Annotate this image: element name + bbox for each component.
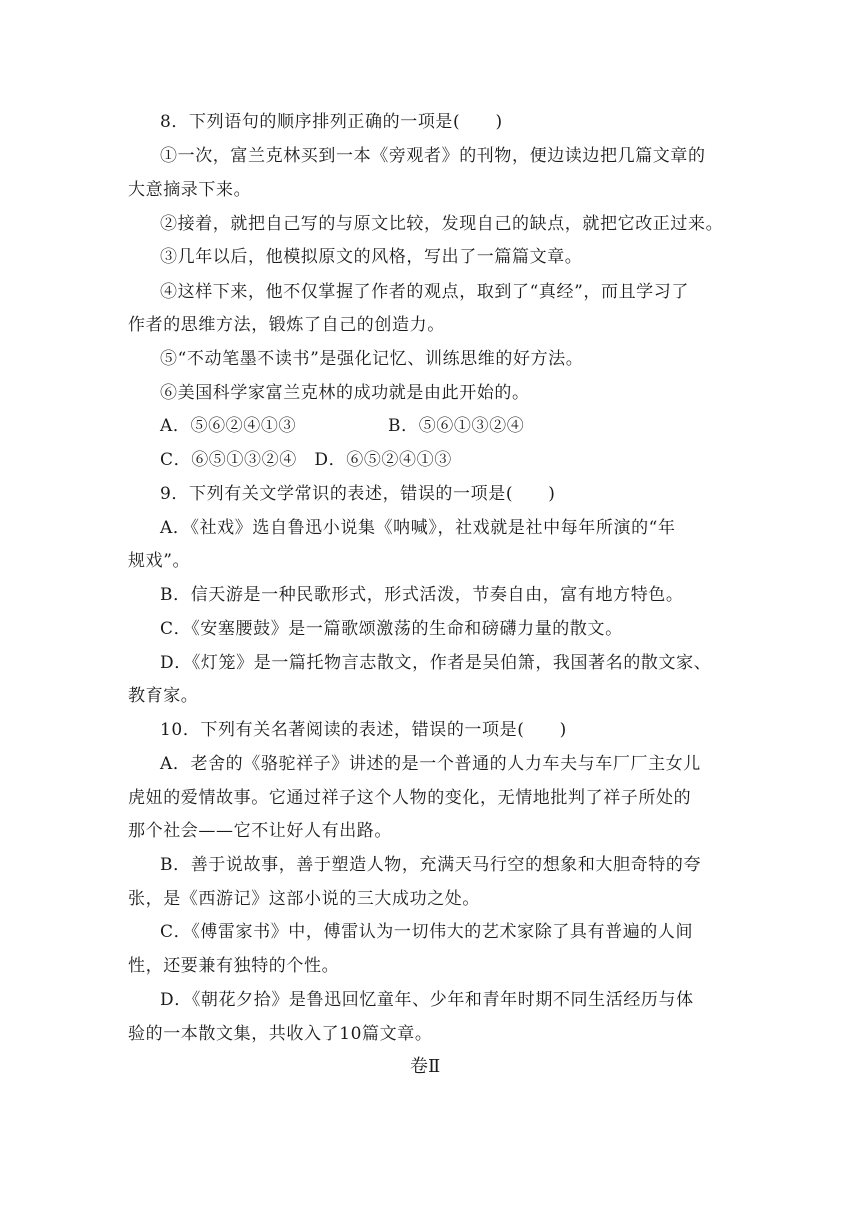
q8-sentence-1: ①一次，富兰克林买到一本《旁观者》的刊物，便边读边把几篇文章的 (160, 146, 706, 166)
q10-option-a: A．老舍的《骆驼祥子》讲述的是一个普通的人力车夫与车厂厂主女儿 (160, 754, 701, 774)
q9-option-d-cont: 教育家。 (128, 686, 199, 706)
q10-option-a-cont-1: 虎妞的爱情故事。它通过祥子这个人物的变化，无情地批判了祥子所处的 (128, 788, 692, 808)
q8-option-b: B．⑤⑥①③②④ (388, 416, 525, 436)
q8-sentence-6: ⑥美国科学家富兰克林的成功就是由此开始的。 (160, 383, 530, 403)
q9-option-d: D．《灯笼》是一篇托物言志散文，作者是吴伯箫，我国著名的散文家、 (160, 653, 712, 673)
q8-option-a: A．⑤⑥②④①③ (160, 416, 297, 436)
q9-option-a-cont: 规戏”。 (128, 551, 191, 571)
q8-sentence-1-cont: 大意摘录下来。 (128, 180, 252, 200)
q9-option-a: A．《社戏》选自鲁迅小说集《呐喊》，社戏就是社中每年所演的“年 (160, 518, 676, 538)
q10-option-b-cont: 张，是《西游记》这部小说的三大成功之处。 (128, 889, 480, 909)
q10-option-a-cont-2: 那个社会——它不让好人有出路。 (128, 821, 392, 841)
q8-sentence-3: ③几年以后，他模拟原文的风格，写出了一篇篇文章。 (160, 247, 583, 267)
q9-option-c: C．《安塞腰鼓》是一篇歌颂激荡的生命和磅礴力量的散文。 (160, 619, 623, 639)
q8-sentence-5: ⑤“不动笔墨不读书”是强化记忆、训练思维的好方法。 (160, 349, 584, 369)
section-title: 卷Ⅱ (410, 1056, 441, 1077)
q10-option-c: C．《傅雷家书》中，傅雷认为一切伟大的艺术家除了具有普遍的人间 (160, 922, 694, 942)
q8-options-c-d: C．⑥⑤①③②④ D．⑥⑤②④①③ (160, 450, 452, 470)
q10-option-b: B．善于说故事，善于塑造人物，充满天马行空的想象和大胆奇特的夸 (160, 855, 702, 875)
q10-option-c-cont: 性，还要兼有独特的个性。 (128, 956, 340, 976)
q8-sentence-4: ④这样下来，他不仅掌握了作者的观点，取到了“真经”，而且学习了 (160, 282, 689, 302)
q10-option-d-cont: 验的一本散文集，共收入了10篇文章。 (128, 1024, 433, 1044)
q10-stem: 10．下列有关名著阅读的表述，错误的一项是( ) (160, 720, 567, 740)
q8-sentence-2: ②接着，就把自己写的与原文比较，发现自己的缺点，就把它改正过来。 (160, 214, 724, 234)
q10-option-d: D．《朝花夕拾》是鲁迅回忆童年、少年和青年时期不同生活经历与体 (160, 990, 694, 1010)
q8-stem: 8．下列语句的顺序排列正确的一项是( ) (160, 112, 503, 132)
q9-option-b: B．信天游是一种民歌形式，形式活泼，节奏自由，富有地方特色。 (160, 585, 684, 605)
q8-sentence-4-cont: 作者的思维方法，锻炼了自己的创造力。 (128, 315, 445, 335)
q9-stem: 9．下列有关文学常识的表述，错误的一项是( ) (160, 484, 556, 504)
